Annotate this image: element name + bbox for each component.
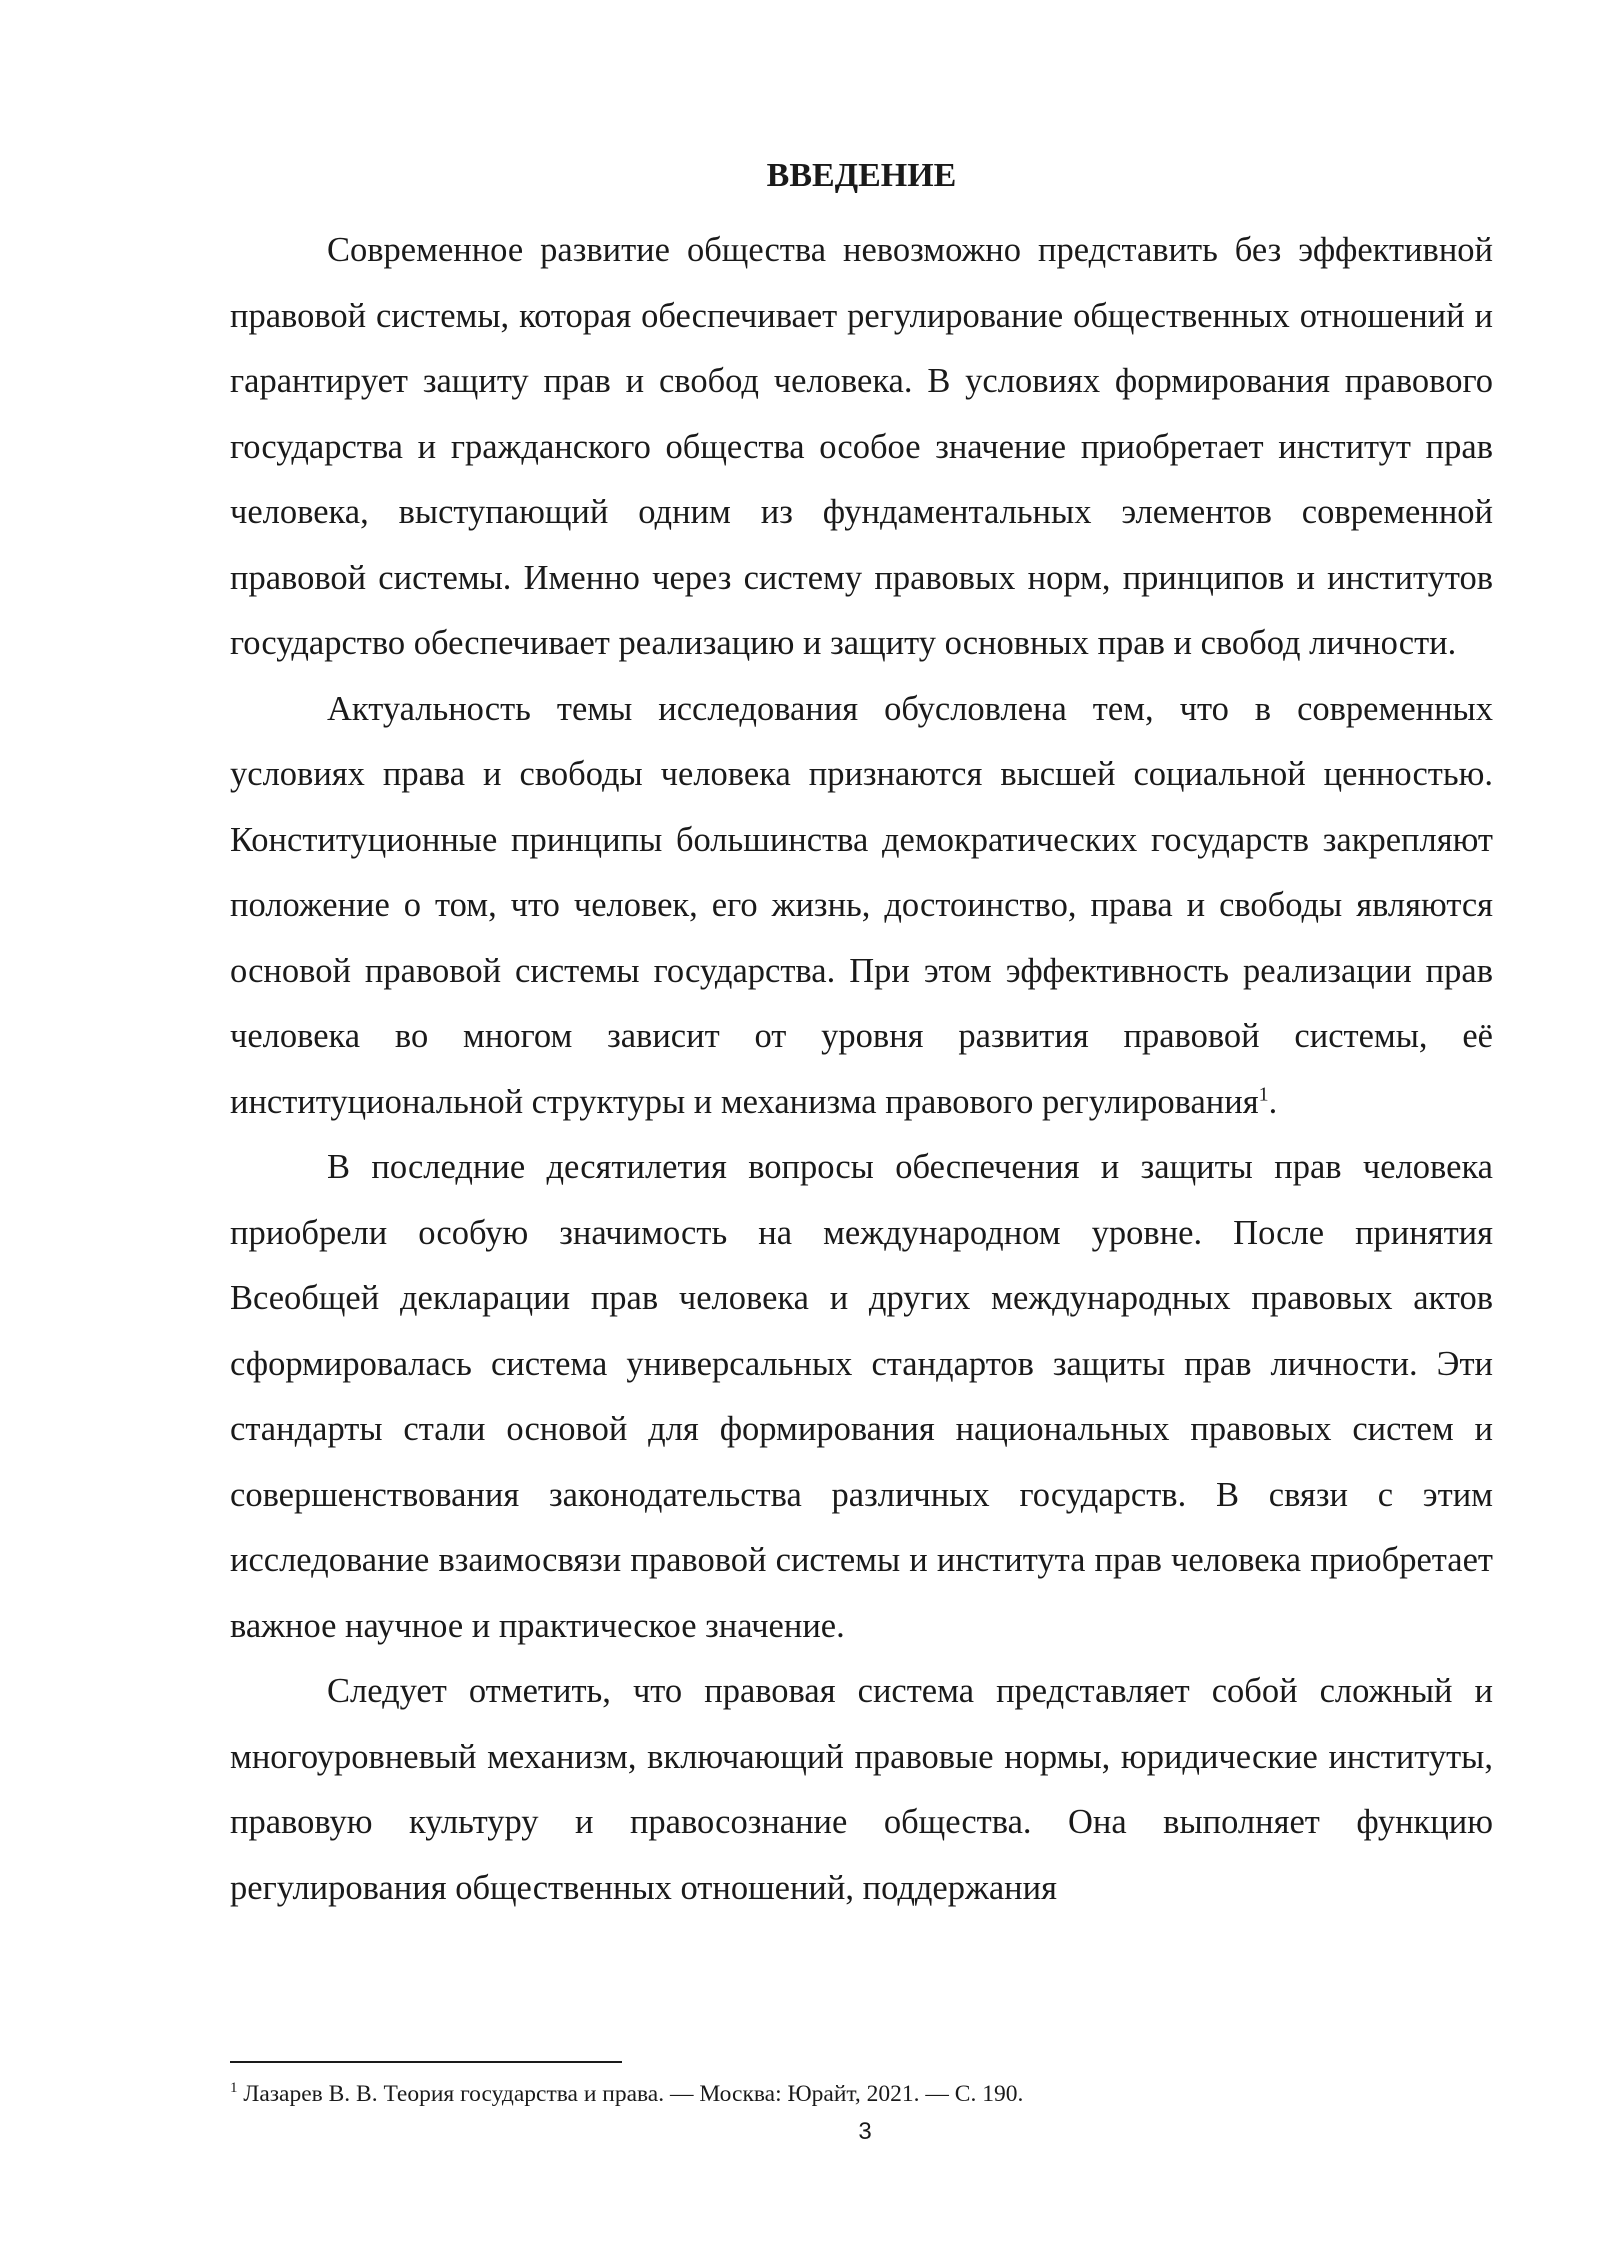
- footnote-marker: 1: [230, 2080, 238, 2097]
- paragraph-intro: Современное развитие общества невозможно представить без эффективной правовой системы, которая обеспечивает регулирование общественных отношений и гарантирует защиту прав и свобод человека. В условиях формирования правового государства и гражданского общества особое значение приобретает институт прав человека, выступающий одним из фундаментальных элементов современной правовой системы. Именно через систему правовых норм, принципов и институтов государство обеспечивает реализацию и защиту основных прав и свобод личности.: [230, 231, 1493, 662]
- footnote-text: Лазарев В. В. Теория государства и права. — Москва: Юрайт, 2021. — С. 190.: [237, 2081, 1024, 2107]
- page-heading: ВВЕДЕНИЕ: [766, 157, 957, 194]
- paragraph-legal-system: Следует отметить, что правовая система представляет собой сложный и многоуровневый механизм, включающий правовые нормы, юридические институты, правовую культуру и правосознание общества. Она выполняет функцию регулирования общественных отношений, поддержания: [230, 1672, 1493, 1907]
- footnote-reference[interactable]: 1: [1258, 1083, 1269, 1105]
- footnote: [230, 2078, 1493, 2110]
- body-text: [230, 218, 1493, 1921]
- paragraph-international: В последние десятилетия вопросы обеспечения и защиты прав человека приобрели особую значимость на международном уровне. После принятия Всеобщей декларации прав человека и других международных правовых актов сформировалась система универсальных стандартов защиты прав личности. Эти стандарты стали основой для формирования национальных правовых систем и совершенствования законодательства различных государств. В связи с этим исследование взаимосвязи правовой системы и института прав человека приобретает важное научное и практическое значение.: [230, 1148, 1493, 1645]
- paragraph-relevance-end: .: [1268, 1082, 1278, 1121]
- paragraph-relevance: [230, 677, 1493, 1136]
- footnote-separator: [230, 2061, 622, 2063]
- paragraph-relevance-text: Актуальность темы исследования обусловлена тем, что в современных условиях права и свободы человека признаются высшей социальной ценностью. Конституционные принципы большинства демократических государств закрепляют положение о том, что человек, его жизнь, достоинство, права и свободы являются основой правовой системы государства. При этом эффективность реализации прав человека во многом зависит от уровня развития правовой системы, её институциональной структуры и механизма правового регулирования: [230, 689, 1493, 1121]
- page-number: 3: [858, 2118, 872, 2145]
